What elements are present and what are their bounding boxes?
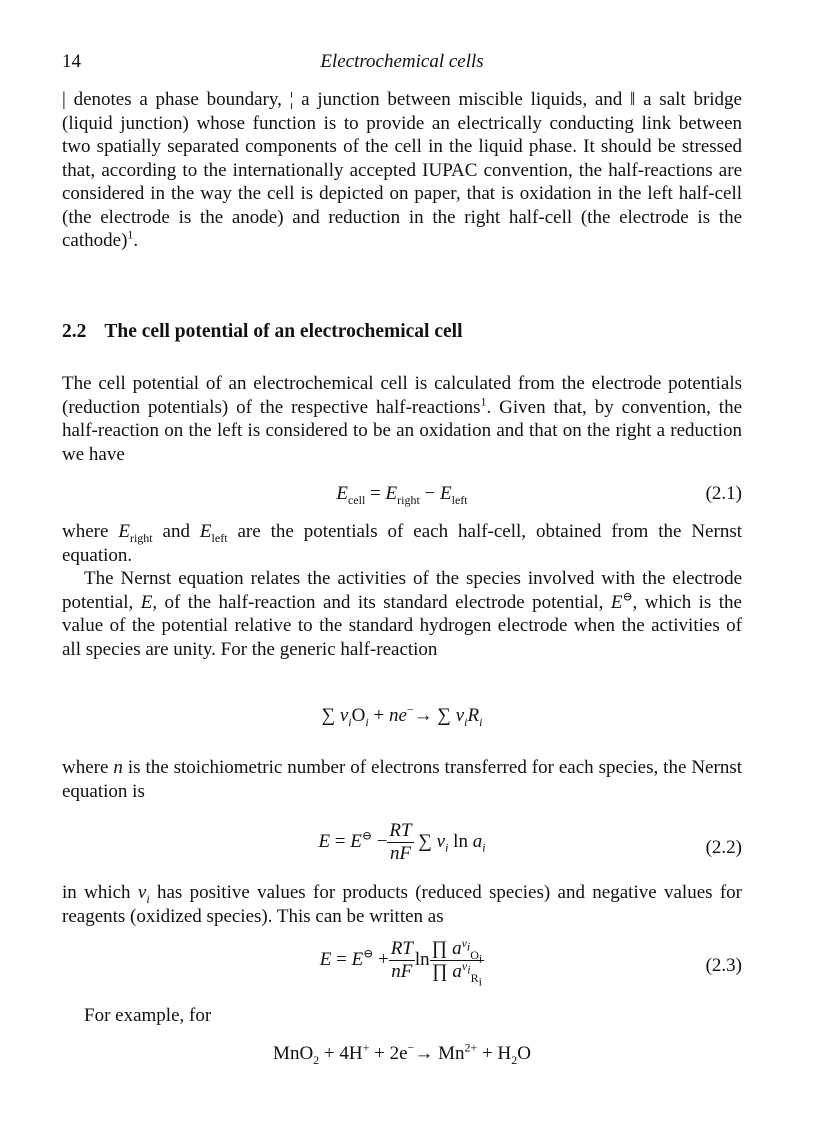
equation-expression: E = E⊖ + $\frac{RT}{nF}$ ln $\frac{\prod a^{\nu_i}_{O_i}}{\prod a^{\nu_i}_{R_i}}$ bbox=[319, 935, 483, 989]
paragraph-cell-potential bbox=[62, 372, 742, 466]
section-number: 2.2 bbox=[62, 321, 87, 342]
reference-marker: 1 bbox=[480, 394, 487, 409]
paragraph-text: , which is the value of the potential relative to the standard hydrogen electrode when the activities of all species are unity. For the generic half-reaction bbox=[62, 591, 742, 660]
paragraph-text: , of the half-reaction and its standard electrode potential, bbox=[152, 591, 611, 613]
equation-number: (2.1) bbox=[705, 483, 742, 504]
fraction-rt-nf: $\frac{RT}{nF}$ bbox=[389, 820, 412, 864]
reference-marker: 1 bbox=[127, 227, 134, 242]
paragraph-end: . bbox=[133, 230, 139, 251]
example-intro: For example, for bbox=[84, 1005, 212, 1026]
paragraph-text: The Nernst equation relates the activities of the species involved with the electrode potential, bbox=[62, 568, 742, 613]
paragraph-text: has positive values for products (reduced species) and negative values for reagents (oxidized species). This can be written as bbox=[62, 882, 742, 927]
paragraph-text-cont: . Given that, by convention, the half-reaction on the left is considered to be an oxidation and that on the right a reduction we have bbox=[62, 396, 742, 465]
paragraph-text: where bbox=[62, 521, 119, 542]
paragraph-stoichiometric: where n is the stoichiometric number of electrons transferred for each species, the Nernst equation is bbox=[62, 757, 742, 802]
running-title: Electrochemical cells bbox=[320, 51, 484, 72]
equation-mno2-reaction bbox=[62, 1042, 742, 1072]
equation-expression: $E_{cell} = E_{right} - E_{left}$ bbox=[336, 483, 468, 507]
equation-expression: ∑ $\nu_iO_i + ne^-\to$ ∑ $\nu_iR_i$ bbox=[321, 702, 483, 729]
equation-2-2 bbox=[62, 820, 742, 876]
paragraph-text: where bbox=[62, 757, 114, 778]
page-header bbox=[62, 50, 742, 74]
paragraph-text: | denotes a phase boundary, ¦ a junction between miscible liquids, and ‖ a salt bridge (liquid junction) whose function is to provide an electrically conducting link between two spatially separated components of the cell in the liquid phase. It should be stressed that, according to the internationally accepted IUPAC convention, the half-reactions are considered in the way the cell is depicted on paper, that is oxidation in the left half-cell (the electrode is the anode) and reduction in the right half-cell (the electrode is the cathode) bbox=[62, 89, 742, 251]
equation-expression: E = E⊖ − $\frac{RT}{nF}$ ∑ $\nu_i$ $\ln a_i$ bbox=[318, 820, 486, 864]
paragraph-text: and bbox=[152, 521, 200, 542]
paragraph-text: are the potentials of each half-cell, obtained from the Nernst equation. bbox=[62, 521, 742, 566]
equation-number: (2.3) bbox=[705, 955, 742, 976]
paragraph-phase-notation bbox=[62, 88, 742, 253]
fraction-rt-nf: $\frac{RT}{nF}$ bbox=[390, 938, 413, 982]
equation-number: (2.2) bbox=[705, 837, 742, 858]
paragraph-half-cell: where $E_{right}$ and $E_{left}$ are the potentials of each half-cell, obtained from the Nernst equation. The Nernst equation relates the activities of the species involved with the electrode potential, E, of the half-reaction and its standard electrode potential, E⊖, which is the value of the potential relative to the standard hydrogen electrode when the activities of all species are unity. For the generic half-reaction bbox=[62, 521, 742, 660]
section-heading bbox=[62, 320, 463, 344]
equation-2-1 bbox=[62, 482, 742, 512]
equation-expression: $MnO_2 + 4H^+ + 2e^-\to Mn^{2+} + H_2O$ bbox=[273, 1040, 531, 1067]
equation-half-reaction bbox=[62, 704, 742, 734]
paragraph-text: is the stoichiometric number of electrons transferred for each species, the Nernst equation is bbox=[62, 757, 742, 802]
equation-2-3 bbox=[62, 935, 742, 994]
paragraph-positive-values: in which $\nu_i$ has positive values for products (reduced species) and negative values for reagents (oxidized species). This can be written as bbox=[62, 882, 742, 927]
fraction-activities: $\frac{\prod a^{\nu_i}_{O_i}}{\prod a^{\nu_i}_{R_i}}$ bbox=[431, 935, 483, 989]
paragraph-text: in which bbox=[62, 882, 138, 903]
paragraph-text: The cell potential of an electrochemical cell is calculated from the electrode potentials (reduction potentials) of the respective half-reactions bbox=[62, 373, 742, 418]
page-number: 14 bbox=[62, 51, 81, 72]
section-title: The cell potential of an electrochemical cell bbox=[104, 321, 463, 342]
